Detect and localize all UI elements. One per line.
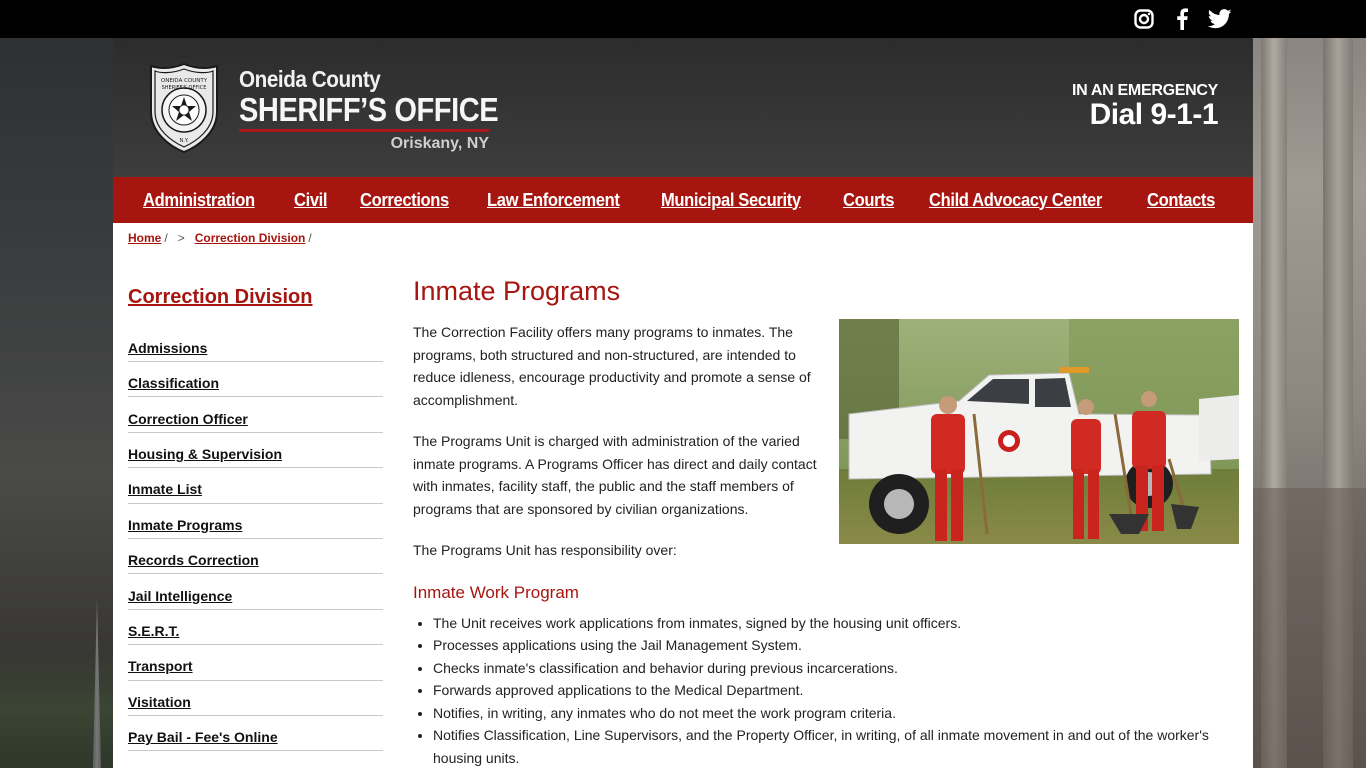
sidebar-link[interactable]: Admissions: [128, 340, 208, 356]
nav-item-contacts[interactable]: Contacts: [1146, 189, 1215, 210]
logo-county: Oneida County: [239, 66, 381, 92]
breadcrumb: [128, 231, 318, 245]
svg-text:ONEIDA COUNTY: ONEIDA COUNTY: [160, 78, 208, 84]
list-item: • Checks inmate's classification and behavior during previous incarcerations.: [433, 657, 1239, 680]
sidebar-item-admissions: [128, 337, 383, 362]
nav-item-law-enforcement[interactable]: Law Enforcement: [487, 189, 620, 210]
nav-item-child-advocacy-center[interactable]: Child Advocacy Center: [928, 189, 1102, 210]
sidebar-link[interactable]: Housing & Supervision: [128, 445, 283, 462]
background-right: [1253, 38, 1366, 768]
intro-paragraph: The Correction Facility offers many programs to inmates. The programs, both structured and non-structured, are intended to reduce idleness, encourage productivity and promote a sense of accomplishment.: [413, 324, 811, 408]
top-bar: [0, 0, 1366, 38]
emergency-notice: [1072, 82, 1218, 132]
nav-item-municipal-security[interactable]: Municipal Security: [661, 189, 801, 210]
logo-city: Oriskany, NY: [390, 135, 489, 152]
list-item: • Forwards approved applications to the Medical Department.: [433, 679, 1239, 702]
emergency-label: IN AN EMERGENCY: [1071, 82, 1218, 99]
section-title-work-program: Inmate Work Program: [413, 582, 579, 602]
logo-underline: [239, 129, 489, 132]
list-item: • Notifies Classification, Line Supervisors, and the Property Officer, in writing, of all inmate movement in and out of the worker's housing units.: [433, 724, 1239, 768]
page-container: [113, 38, 1253, 768]
sidebar-item-correction-officer: [128, 397, 383, 432]
sidebar-link[interactable]: Inmate List: [128, 481, 202, 498]
site-header: [113, 38, 1253, 177]
sidebar-item-housing-supervision: [128, 433, 383, 468]
sidebar-link[interactable]: Jail Intelligence: [128, 587, 233, 604]
breadcrumb-separator: /: [164, 231, 168, 245]
instagram-icon[interactable]: [1132, 7, 1156, 31]
social-links: [1132, 7, 1232, 31]
sidebar-list: [128, 337, 383, 751]
breadcrumb-home[interactable]: Home: [128, 231, 162, 245]
responsibility-paragraph: The Programs Unit has responsibility over:: [413, 542, 677, 558]
nav-item-courts[interactable]: Courts: [842, 189, 895, 210]
sidebar-item-records-correction: [128, 539, 383, 574]
sidebar-link[interactable]: Transport: [128, 658, 193, 675]
site-logo-text[interactable]: [239, 66, 534, 153]
sidebar-link[interactable]: Inmate Programs: [128, 516, 243, 533]
facebook-icon[interactable]: [1170, 7, 1194, 31]
sidebar-item-classification: [128, 362, 383, 397]
sidebar-item-jail-intelligence: [128, 574, 383, 609]
nav-item-administration[interactable]: Administration: [143, 189, 255, 210]
sidebar-item-pay-bail: [128, 716, 383, 751]
work-program-list: [413, 612, 1239, 768]
sidebar-item-transport: [128, 645, 383, 680]
sidebar: [128, 286, 383, 751]
sidebar-link[interactable]: S.E.R.T.: [128, 622, 180, 639]
svg-text:SHERIFF'S OFFICE: SHERIFF'S OFFICE: [161, 85, 207, 91]
sidebar-item-visitation: [128, 681, 383, 716]
sheriff-badge-logo[interactable]: [147, 62, 221, 154]
sidebar-item-sert: [128, 610, 383, 645]
sidebar-item-inmate-list: [128, 468, 383, 503]
main-content: [413, 276, 1239, 768]
list-item: • Notifies, in writing, any inmates who do not meet the work program criteria.: [433, 702, 1239, 725]
svg-text:N.Y.: N.Y.: [179, 138, 189, 144]
sidebar-item-inmate-programs: [128, 504, 383, 539]
background-arch: [1253, 488, 1366, 768]
sidebar-link[interactable]: Records Correction: [128, 552, 259, 569]
sidebar-link[interactable]: Classification: [128, 375, 220, 392]
page-title: Inmate Programs: [413, 276, 621, 306]
twitter-icon[interactable]: [1208, 7, 1232, 31]
sidebar-title[interactable]: Correction Division: [128, 286, 313, 308]
breadcrumb-separator: /: [308, 231, 312, 245]
sidebar-link[interactable]: Pay Bail - Fee's Online: [128, 729, 278, 746]
background-left: [0, 38, 113, 768]
nav-item-corrections[interactable]: Corrections: [360, 189, 450, 210]
inmate-work-photo: [839, 319, 1239, 544]
list-item: • The Unit receives work applications from inmates, signed by the housing unit officers.: [433, 612, 1239, 635]
breadcrumb-arrow: >: [177, 231, 185, 245]
breadcrumb-correction-division[interactable]: Correction Division: [194, 231, 306, 245]
nav-item-civil[interactable]: Civil: [294, 189, 328, 210]
list-item: • Processes applications using the Jail Management System.: [433, 634, 1239, 657]
emergency-number: Dial 9-1-1: [1089, 98, 1218, 131]
main-nav: [113, 177, 1253, 223]
programs-unit-paragraph: The Programs Unit is charged with administration of the varied inmate programs. A Programs Officer has direct and daily contact with inmates, facility staff, the public and the staff members of programs that are sponsored by civilian organizations.: [413, 433, 817, 517]
sidebar-link[interactable]: Correction Officer: [128, 410, 248, 427]
sidebar-link[interactable]: Visitation: [128, 693, 191, 710]
logo-office: SHERIFF’S OFFICE: [239, 91, 499, 128]
